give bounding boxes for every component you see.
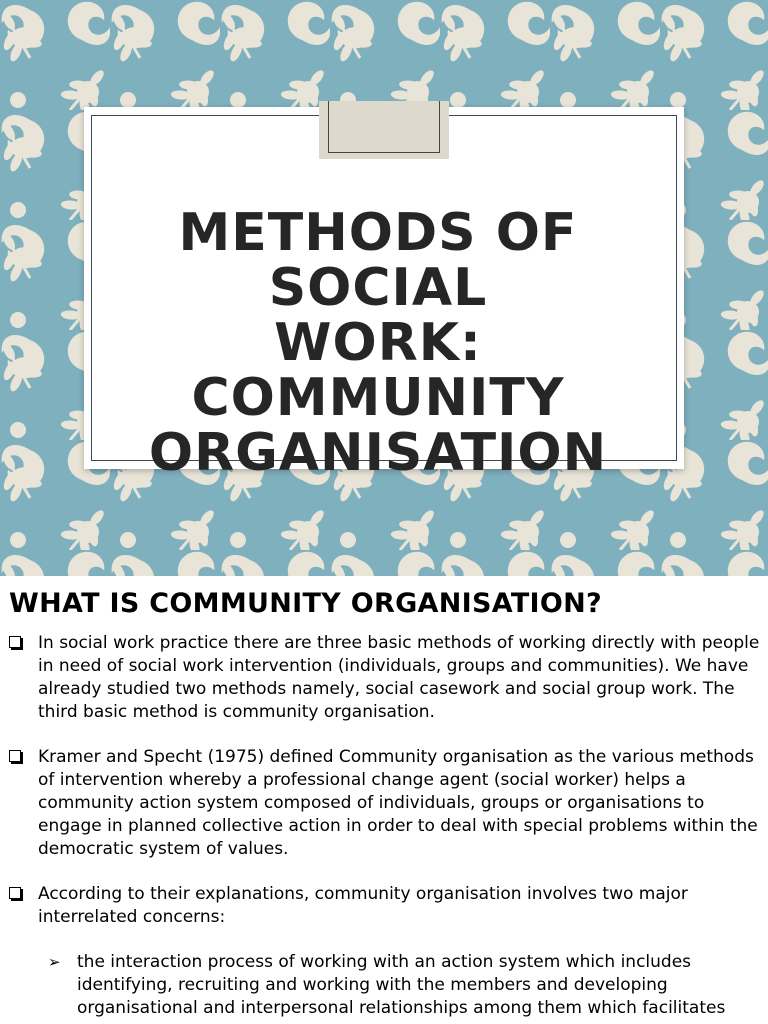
title-tab-decoration bbox=[319, 101, 449, 159]
bullet-text: According to their explanations, community organisation involves two major interrelated concerns: bbox=[38, 884, 688, 927]
slide-heading: WHAT IS COMMUNITY ORGANISATION? bbox=[9, 588, 602, 619]
slide-title bbox=[100, 203, 656, 483]
title-line: SOCIAL bbox=[268, 258, 488, 318]
sub-bullet-text: the interaction process of working with an action system which includes identifying, recruiting and working with the members and developing organisational and interpersonal relationships among them which facilitates bbox=[77, 952, 726, 1018]
title-line: METHODS OF bbox=[178, 203, 578, 263]
title-line: WORK: bbox=[274, 313, 482, 373]
tab-outline bbox=[328, 101, 440, 153]
checkbox-bullet-icon bbox=[9, 887, 21, 899]
checkbox-bullet-icon bbox=[9, 750, 21, 762]
content-slide bbox=[0, 576, 768, 1024]
sub-list-item bbox=[0, 951, 768, 1020]
checkbox-bullet-icon bbox=[9, 636, 21, 648]
bullet-list bbox=[0, 632, 768, 1020]
bullet-text: In social work practice there are three basic methods of working directly with people in need of social work intervention (individuals, groups and communities). We have already studied two methods namely, social casework and social group work. The third basic method is community organisation. bbox=[38, 633, 760, 722]
bullet-text: Kramer and Specht (1975) defined Community organisation as the various methods of intervention whereby a professional change agent (social worker) helps a community action system composed of individuals, groups or organisations to engage in planned collective action in order to deal with special problems within the democratic system of values. bbox=[38, 747, 758, 859]
arrow-bullet-icon: ➢ bbox=[48, 953, 61, 971]
title-line: ORGANISATION bbox=[148, 423, 608, 483]
title-line: COMMUNITY bbox=[191, 368, 565, 428]
list-item bbox=[0, 883, 768, 929]
list-item bbox=[0, 632, 768, 724]
list-item bbox=[0, 746, 768, 861]
